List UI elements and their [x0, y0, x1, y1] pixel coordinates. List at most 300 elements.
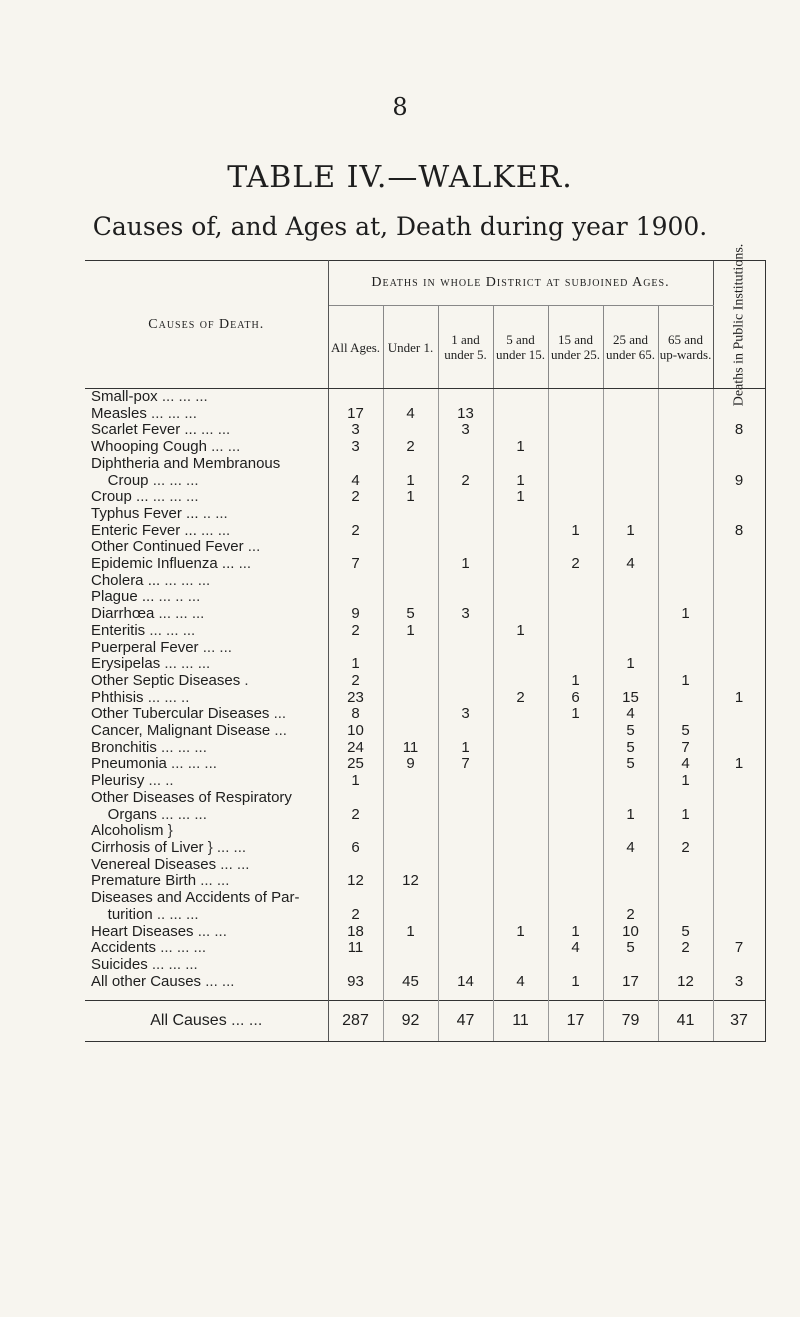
cause-name: Scarlet Fever ... [91, 422, 197, 439]
cause-name: Erysipelas [91, 656, 161, 673]
value-cell [603, 623, 658, 640]
value-cell [493, 589, 548, 606]
value-cell: 1 [493, 924, 548, 941]
leader-dots: ... ... ... [157, 388, 208, 405]
leader-dots: ... ... ... [148, 489, 199, 506]
value-cell [438, 623, 493, 640]
leader-dots: ... .. ... [154, 589, 201, 606]
value-cell [658, 890, 713, 907]
value-cell [328, 589, 383, 606]
value-cell [438, 924, 493, 941]
value-cell [603, 890, 658, 907]
value-cell [493, 706, 548, 723]
table-row [85, 623, 765, 640]
value-cell: 23 [328, 690, 383, 707]
value-cell: 9 [383, 756, 438, 773]
cause-cell [85, 940, 328, 957]
value-cell [658, 422, 713, 439]
value-cell: 5 [658, 723, 713, 740]
value-cell [438, 690, 493, 707]
value-cell [658, 406, 713, 423]
table-row [85, 690, 765, 707]
table-row [85, 506, 765, 523]
value-cell [383, 456, 438, 473]
value-cell: 1 [383, 623, 438, 640]
value-cell [603, 640, 658, 657]
value-cell [658, 857, 713, 874]
cause-name: Cirrhosis of Liver [91, 839, 204, 856]
value-cell [658, 957, 713, 974]
value-cell [438, 640, 493, 657]
value-cell [713, 539, 765, 556]
value-cell [383, 957, 438, 974]
value-cell [438, 940, 493, 957]
value-cell [548, 773, 603, 790]
leader-dots: ... ... ... [156, 940, 207, 957]
cause-cell [85, 840, 328, 857]
value-cell [493, 523, 548, 540]
table-row [85, 422, 765, 439]
value-cell [328, 857, 383, 874]
value-cell: 4 [658, 756, 713, 773]
value-cell: 41 [658, 1001, 713, 1042]
leader-dots: } [163, 823, 173, 840]
value-cell [603, 422, 658, 439]
leader-dots: ... ... ... [156, 739, 207, 756]
leader-dots: ... ... [216, 856, 250, 873]
page-number: 8 [392, 93, 408, 121]
leader-dots: . [240, 672, 249, 689]
value-cell: 8 [713, 422, 765, 439]
value-cell: 8 [713, 523, 765, 540]
total-row [85, 1001, 765, 1042]
cause-cell [85, 406, 328, 423]
value-cell [383, 422, 438, 439]
table-row [85, 673, 765, 690]
value-cell [438, 456, 493, 473]
value-cell [493, 740, 548, 757]
cause-cell [85, 957, 328, 974]
spacer-cell [548, 990, 603, 1001]
value-cell [603, 539, 658, 556]
value-cell [493, 907, 548, 924]
value-cell [328, 957, 383, 974]
value-cell [493, 422, 548, 439]
value-cell [658, 489, 713, 506]
value-cell [548, 506, 603, 523]
cause-cell [85, 873, 328, 890]
cause-cell [85, 456, 328, 473]
value-cell: 79 [603, 1001, 658, 1042]
value-cell: 9 [328, 606, 383, 623]
value-cell: 3 [328, 422, 383, 439]
value-cell [713, 606, 765, 623]
value-cell [493, 790, 548, 807]
value-cell [438, 957, 493, 974]
value-cell [603, 773, 658, 790]
value-cell [713, 857, 765, 874]
value-cell [328, 790, 383, 807]
cause-cell [85, 556, 328, 573]
table-row [85, 907, 765, 924]
value-cell: 3 [438, 422, 493, 439]
cause-name: Heart Diseases [91, 923, 194, 940]
value-cell [548, 756, 603, 773]
cause-name: Phthisis [91, 689, 144, 706]
cause-cell [85, 489, 328, 506]
cause-name: Epidemic Influenza ... [91, 556, 235, 573]
value-cell [548, 957, 603, 974]
value-cell: 1 [548, 924, 603, 941]
value-cell [328, 890, 383, 907]
value-cell [548, 873, 603, 890]
value-cell [658, 790, 713, 807]
deaths-table [85, 243, 766, 1042]
value-cell [713, 623, 765, 640]
leader-dots: ... ... [206, 439, 241, 456]
value-cell [603, 606, 658, 623]
value-cell [713, 723, 765, 740]
value-cell [713, 740, 765, 757]
spacer-cell [658, 990, 713, 1001]
value-cell [383, 840, 438, 857]
value-cell [658, 823, 713, 840]
cause-name: Puerperal Fever [91, 639, 199, 656]
leader-dots: ... ... ... [147, 956, 198, 973]
value-cell [713, 823, 765, 840]
cause-name: Small-pox [91, 388, 158, 405]
value-cell [603, 589, 658, 606]
value-cell [603, 406, 658, 423]
value-cell [493, 873, 548, 890]
cause-name: Suicides [91, 956, 148, 973]
cause-name: All Causes [150, 1012, 227, 1030]
value-cell: 11 [383, 740, 438, 757]
value-cell: 7 [328, 556, 383, 573]
value-cell: 5 [603, 756, 658, 773]
value-cell: 17 [328, 406, 383, 423]
value-cell: 2 [493, 690, 548, 707]
cause-name: Diarrhœa [91, 606, 155, 623]
value-cell [438, 890, 493, 907]
value-cell [658, 473, 713, 490]
value-cell [383, 690, 438, 707]
value-cell [493, 723, 548, 740]
value-cell: 92 [383, 1001, 438, 1042]
value-cell: 1 [493, 439, 548, 456]
value-cell [713, 807, 765, 824]
value-cell: 11 [493, 1001, 548, 1042]
value-cell [493, 957, 548, 974]
value-cell [438, 539, 493, 556]
table-row [85, 890, 765, 907]
spacer-cell [328, 990, 383, 1001]
value-cell [383, 706, 438, 723]
value-cell: 4 [493, 974, 548, 991]
value-cell [438, 773, 493, 790]
table-row [85, 974, 765, 991]
table-row [85, 589, 765, 606]
value-cell: 1 [383, 473, 438, 490]
value-cell [493, 656, 548, 673]
value-cell [493, 573, 548, 590]
value-cell [493, 823, 548, 840]
cause-cell [85, 473, 328, 490]
value-cell [383, 640, 438, 657]
value-cell: 7 [658, 740, 713, 757]
cause-cell [85, 656, 328, 673]
table-row [85, 740, 765, 757]
value-cell [603, 473, 658, 490]
value-cell [438, 673, 493, 690]
value-cell: 1 [383, 489, 438, 506]
cause-name: Alcoholism [91, 823, 164, 840]
value-cell [603, 573, 658, 590]
value-cell [548, 439, 603, 456]
age-header-6: 65 and up-wards. [658, 306, 713, 389]
value-cell [658, 389, 713, 406]
value-cell: 1 [603, 807, 658, 824]
table-row [85, 957, 765, 974]
value-cell: 37 [713, 1001, 765, 1042]
value-cell [658, 506, 713, 523]
leader-dots: ... ... ... [145, 622, 196, 639]
value-cell [548, 573, 603, 590]
cause-name: Other Septic Diseases [91, 672, 241, 689]
table-row [85, 439, 765, 456]
value-cell [438, 439, 493, 456]
value-cell [383, 807, 438, 824]
total-label [85, 1001, 328, 1042]
value-cell [548, 406, 603, 423]
value-cell [383, 907, 438, 924]
value-cell: 14 [438, 974, 493, 991]
value-cell [548, 456, 603, 473]
value-cell [383, 656, 438, 673]
value-cell [658, 589, 713, 606]
leader-dots: ... ... [196, 422, 231, 439]
cause-cell [85, 606, 328, 623]
value-cell [548, 840, 603, 857]
value-cell [658, 573, 713, 590]
value-cell [438, 857, 493, 874]
value-cell [493, 890, 548, 907]
value-cell [603, 456, 658, 473]
value-cell: 5 [658, 924, 713, 941]
age-header-1: Under 1. [383, 306, 438, 389]
cause-name: All other Causes [91, 973, 202, 990]
cause-cell [85, 890, 328, 907]
cause-cell [85, 539, 328, 556]
value-cell [383, 589, 438, 606]
age-header-0: All Ages. [328, 306, 383, 389]
leader-dots: ... ... [196, 873, 230, 890]
value-cell: 1 [383, 924, 438, 941]
value-cell [713, 773, 765, 790]
table-row [85, 406, 765, 423]
value-cell: 1 [328, 656, 383, 673]
value-cell [493, 606, 548, 623]
value-cell [713, 873, 765, 890]
value-cell [713, 456, 765, 473]
value-cell [328, 389, 383, 406]
value-cell [713, 573, 765, 590]
value-cell [493, 673, 548, 690]
value-cell [548, 907, 603, 924]
leader-dots: ... ... .. [143, 689, 190, 706]
cause-cell [85, 640, 328, 657]
value-cell [438, 656, 493, 673]
value-cell: 2 [328, 623, 383, 640]
value-cell [548, 740, 603, 757]
table-row [85, 606, 765, 623]
value-cell [548, 589, 603, 606]
cause-name: Accidents [91, 940, 157, 957]
value-cell: 15 [603, 690, 658, 707]
value-cell: 1 [603, 523, 658, 540]
value-cell [713, 673, 765, 690]
value-cell: 2 [438, 473, 493, 490]
age-header-5: 25 and under 65. [603, 306, 658, 389]
value-cell: 1 [713, 690, 765, 707]
table-row [85, 523, 765, 540]
cause-cell [85, 924, 328, 941]
value-cell [548, 623, 603, 640]
age-header-2: 1 and under 5. [438, 306, 493, 389]
value-cell [383, 823, 438, 840]
table-row [85, 823, 765, 840]
value-cell: 12 [658, 974, 713, 991]
value-cell: 1 [658, 773, 713, 790]
leader-dots: ... ... [226, 1012, 263, 1030]
value-cell: 1 [493, 489, 548, 506]
value-cell [383, 773, 438, 790]
institutions-header-label: Deaths in Public Institutions. [731, 243, 747, 406]
value-cell [713, 489, 765, 506]
leader-dots: ... ... ... [160, 572, 211, 589]
value-cell [603, 439, 658, 456]
spacer-cell [85, 990, 328, 1001]
value-cell: 1 [658, 673, 713, 690]
value-cell [438, 489, 493, 506]
value-cell [438, 389, 493, 406]
leader-dots: ... ... ... [146, 405, 197, 422]
table-row [85, 539, 765, 556]
value-cell: 5 [603, 740, 658, 757]
leader-dots: ... ... ... [166, 756, 217, 773]
table-row [85, 924, 765, 941]
leader-dots: ... ... [201, 973, 235, 990]
age-header-3: 5 and under 15. [493, 306, 548, 389]
value-cell [658, 656, 713, 673]
value-cell [383, 523, 438, 540]
value-cell [493, 556, 548, 573]
leader-dots: ... [243, 539, 261, 556]
value-cell [658, 873, 713, 890]
value-cell: 1 [658, 606, 713, 623]
value-cell: 10 [328, 723, 383, 740]
value-cell [383, 539, 438, 556]
value-cell: 1 [493, 473, 548, 490]
value-cell [493, 456, 548, 473]
value-cell [658, 556, 713, 573]
cause-column-header: Causes of Death. [85, 261, 328, 389]
value-cell: 17 [548, 1001, 603, 1042]
table-title: TABLE IV.—WALKER. [227, 160, 573, 195]
value-cell [658, 640, 713, 657]
value-cell [658, 539, 713, 556]
value-cell [658, 706, 713, 723]
table-row [85, 723, 765, 740]
leader-dots: ... ... [196, 522, 231, 539]
cause-name: Venereal Diseases [91, 856, 217, 873]
value-cell [548, 422, 603, 439]
value-cell [603, 506, 658, 523]
cause-cell [85, 573, 328, 590]
value-cell [493, 940, 548, 957]
cause-name: turition [91, 906, 153, 923]
cause-name: Bronchitis [91, 739, 157, 756]
value-cell [713, 556, 765, 573]
age-group-header: Deaths in whole District at subjoined Ages. [328, 261, 713, 306]
table-row [85, 773, 765, 790]
value-cell: 2 [603, 907, 658, 924]
value-cell: 4 [603, 840, 658, 857]
leader-dots: ... [269, 706, 287, 723]
value-cell: 93 [328, 974, 383, 991]
cause-name: Other Diseases of Respiratory [91, 789, 292, 806]
spacer-cell [603, 990, 658, 1001]
value-cell [493, 773, 548, 790]
value-cell [548, 473, 603, 490]
value-cell [548, 539, 603, 556]
value-cell [658, 690, 713, 707]
cause-cell [85, 706, 328, 723]
cause-cell [85, 740, 328, 757]
cause-cell [85, 589, 328, 606]
value-cell [383, 890, 438, 907]
cause-name: Croup ... [91, 489, 149, 506]
table-row [85, 940, 765, 957]
value-cell [493, 807, 548, 824]
value-cell: 5 [603, 723, 658, 740]
value-cell: 4 [328, 473, 383, 490]
cause-cell [85, 807, 328, 824]
value-cell [603, 873, 658, 890]
value-cell [658, 523, 713, 540]
spacer-cell [493, 990, 548, 1001]
value-cell: 9 [713, 473, 765, 490]
value-cell [713, 439, 765, 456]
value-cell [713, 957, 765, 974]
leader-dots: ... ... [193, 923, 227, 940]
value-cell: 4 [603, 556, 658, 573]
table-row [85, 473, 765, 490]
value-cell: 1 [548, 974, 603, 991]
value-cell [493, 840, 548, 857]
value-cell [438, 807, 493, 824]
spacer-cell [438, 990, 493, 1001]
cause-name: Diphtheria and Membranous [91, 455, 281, 472]
value-cell [713, 706, 765, 723]
value-cell [548, 823, 603, 840]
table-row [85, 840, 765, 857]
cause-name: Diseases and Accidents of Par- [91, 890, 300, 907]
value-cell [713, 640, 765, 657]
spacer-cell [383, 990, 438, 1001]
leader-dots: ... [270, 723, 287, 740]
value-cell: 1 [493, 623, 548, 640]
